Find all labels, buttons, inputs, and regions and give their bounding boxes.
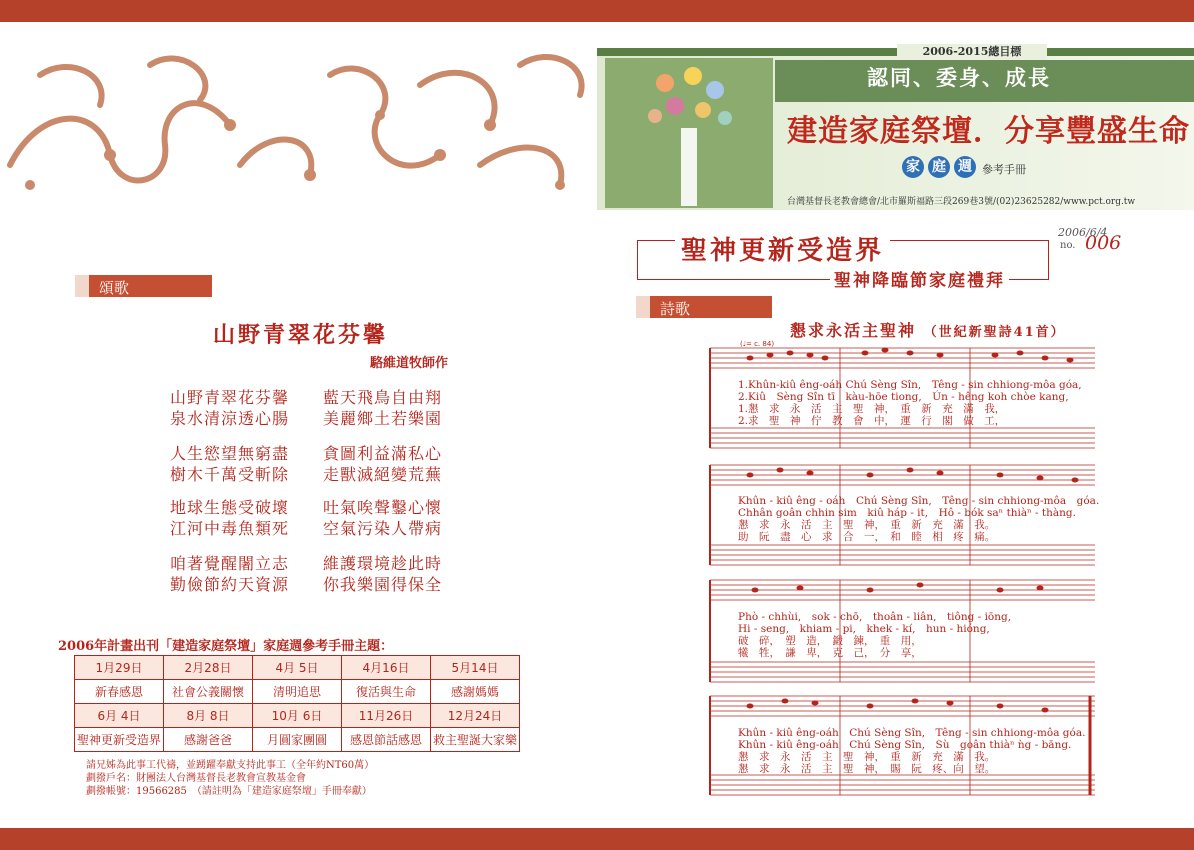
- date-cell: 4月 5日: [253, 656, 342, 680]
- lyric-line: Khûn - kiû êng-oáh Chú Sèng Sîn, Têng - sin chhiong-môa góa.: [738, 727, 1086, 739]
- hymn-name: 懇求永活主聖神: [790, 321, 917, 340]
- lyric-line: Phò - chhùi, sok - chō, thoân - liân, tiông - iōng,: [738, 611, 1012, 623]
- topic-cell: 清明追思: [253, 680, 342, 704]
- lyric-line: 懇 求 永 活 主 聖 神， 重 新 充 滿 我。: [738, 519, 996, 531]
- donate-account-number: 劃撥帳號：19566285 （請註明為「建造家庭祭壇」手冊奉獻）: [86, 786, 372, 797]
- lyric-line: 2.Kiû Sèng Sîn tī kàu-hōe tiong, Ún - hêng koh chòe kang,: [738, 391, 1069, 403]
- floral-ornament: [0, 45, 597, 210]
- section-label: 頌歌: [99, 279, 130, 297]
- plan-table: [74, 655, 520, 752]
- lyric-line: 1.懇 求 永 活 主 聖 神， 重 新 充 滿 我，: [738, 403, 1006, 415]
- lyric-line: Khûn - kiû êng - oáh Chú Sèng Sîn, Têng - sin chhiong-môa góa.: [738, 495, 1100, 507]
- lyric-line: 犧 牲， 謙 卑， 克 己， 分 享，: [738, 647, 922, 659]
- section-header-song: [636, 296, 772, 318]
- date-cell: 1月29日: [75, 656, 164, 680]
- lyric-line: 懇 求 永 活 主 聖 神， 賜 阮 疼、向 望。: [738, 763, 996, 775]
- donate-note: 請兄姊為此事工代禱，並踴躍奉獻支持此事工（全年約NT60萬）: [86, 760, 375, 771]
- poem-line: 江河中毒魚類死 空氣污染人帶病: [170, 519, 443, 538]
- lyric-line: Hi - seng, khiam - pi, khek - kí, hun - hióng,: [738, 623, 990, 635]
- tempo-mark: (♩= c. 84): [740, 340, 775, 348]
- issue-no-label: no.: [1060, 240, 1076, 251]
- poem-line: 地球生態受破壞 吐氣唉聲鑿心懷: [170, 498, 443, 517]
- date-cell: 4月16日: [342, 656, 431, 680]
- poem-line: 泉水清涼透心腸 美麗鄉土若樂園: [170, 409, 443, 428]
- table-row: [75, 728, 520, 752]
- publisher-address: 台灣基督長老教會總會/北市羅斯福路三段269巷3號/(02)23625282/www.pct.org.tw: [787, 197, 1136, 207]
- section-label: 詩歌: [660, 300, 691, 318]
- lyric-line: 1.Khûn-kiû êng-oáh Chú Sèng Sîn, Têng - sin chhiong-môa góa,: [738, 379, 1082, 391]
- section-header-hymn: [75, 275, 212, 297]
- issue-number: 006: [1085, 232, 1122, 254]
- hearts-icon: [605, 58, 773, 208]
- theme-subtitle: 聖神降臨節家庭禮拜: [830, 266, 1009, 291]
- table-row: [75, 656, 520, 680]
- banner-top-stripe: [597, 48, 1194, 56]
- lyric-line: Khûn - kiû êng-oáh Chú Sèng Sîn, Sù goân thiàⁿ ǹg - bāng.: [738, 739, 1072, 751]
- section-tab: [636, 296, 650, 318]
- poem-line: 咱著覺醒闍立志 維護環境趁此時: [170, 554, 443, 573]
- topic-cell: 救主聖誕大家樂: [431, 728, 520, 752]
- date-cell: 8月 8日: [164, 704, 253, 728]
- donate-account-name: 劃撥戶名：財團法人台灣基督長老教會宣教基金會: [86, 773, 306, 784]
- date-cell: 12月24日: [431, 704, 520, 728]
- topic-cell: 新春感恩: [75, 680, 164, 704]
- badge-week: 週: [954, 156, 976, 178]
- plan-title: 2006年計畫出刊「建造家庭祭壇」家庭週參考手冊主題：: [58, 639, 394, 654]
- section-tab: [75, 275, 89, 297]
- topic-cell: 感恩節話感恩: [342, 728, 431, 752]
- date-cell: 5月14日: [431, 656, 520, 680]
- goal-tag: 2006-2015總目標: [897, 44, 1047, 60]
- theme-title: 聖神更新受造界: [675, 230, 890, 267]
- table-row: [75, 704, 520, 728]
- issue-date: 2006/6/4: [1058, 226, 1108, 239]
- poem-author: 駱維道牧師作: [370, 356, 449, 371]
- topic-cell: 月圓家團圓: [253, 728, 342, 752]
- lyric-line: 破 碎， 塑 造， 鍛 鍊， 重 用，: [738, 635, 922, 647]
- poem-line: 山野青翠花芬馨 藍天飛鳥自由翔: [170, 388, 443, 407]
- header-banner: [597, 45, 1194, 210]
- lyric-line: 2.求 聖 神 佇 教 會 中， 運 行 閣 做 工，: [738, 415, 1006, 427]
- hymn-source: （世紀新聖詩41首）: [923, 325, 1066, 340]
- lyric-line: 助 阮 盡 心 求 合 一， 和 睦 相 疼 痛。: [738, 531, 996, 543]
- topic-cell: 聖神更新受造界: [75, 728, 164, 752]
- topic-cell: 感謝爸爸: [164, 728, 253, 752]
- table-row: [75, 680, 520, 704]
- poem-line: 人生慾望無窮盡 貪圖利益滿私心: [170, 444, 443, 463]
- date-cell: 11月26日: [342, 704, 431, 728]
- topic-cell: 復活與生命: [342, 680, 431, 704]
- poem-line: 勤儉節約天資源 你我樂園得保全: [170, 575, 443, 594]
- lyric-line: 懇 求 永 活 主 聖 神， 重 新 充 滿 我。: [738, 751, 996, 763]
- vase-illustration: [605, 58, 773, 208]
- top-border-bar: [0, 0, 1194, 22]
- topic-cell: 社會公義關懷: [164, 680, 253, 704]
- badge-home: 家: [902, 156, 924, 178]
- poem-title: 山野青翠花芬馨: [213, 322, 389, 348]
- slogan-text: 認同、委身、成長: [867, 65, 1051, 90]
- badge-court: 庭: [928, 156, 950, 178]
- banner-main-title: 建造家庭祭壇．分享豐盛生命: [787, 114, 1190, 149]
- topic-cell: 感謝媽媽: [431, 680, 520, 704]
- handbook-label: 參考手冊: [982, 163, 1026, 176]
- date-cell: 2月28日: [164, 656, 253, 680]
- date-cell: 6月 4日: [75, 704, 164, 728]
- bottom-border-bar: [0, 828, 1194, 850]
- hymn-title: [790, 318, 1066, 341]
- lyric-line: Chhân goân chhin sim kiû háp - it, Hô - bók saⁿ thiàⁿ - thàng.: [738, 507, 1076, 519]
- date-cell: 10月 6日: [253, 704, 342, 728]
- poem-line: 樹木千萬受斬除 走獸滅絕變荒蕪: [170, 465, 443, 484]
